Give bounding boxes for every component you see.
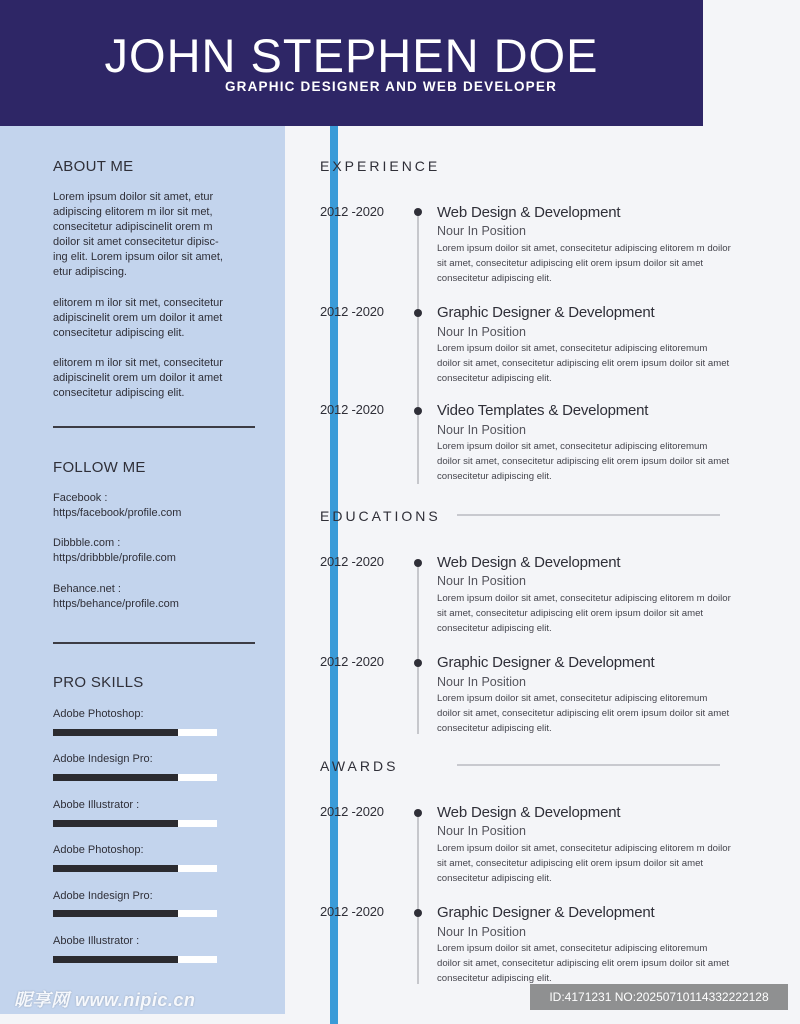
- skill-bar: [53, 774, 217, 781]
- skill-bar-fill: [53, 956, 178, 963]
- timeline-dot: [414, 309, 422, 317]
- timeline-dot: [414, 659, 422, 667]
- skill-label: Adobe Indesign Pro:: [53, 753, 153, 765]
- entry-date: 2012 -2020: [320, 304, 384, 319]
- entry-description: [437, 941, 759, 986]
- skill-label: Abobe Illustrator :: [53, 799, 140, 811]
- skill-bar: [53, 865, 217, 872]
- timeline-dot: [414, 909, 422, 917]
- entry-position: Nour In Position: [437, 675, 526, 689]
- skill-label: Abobe Illustrator :: [53, 935, 140, 947]
- entry-date: 2012 -2020: [320, 904, 384, 919]
- desc-line: consecitetur adipiscing elit.: [437, 273, 552, 284]
- follow-link[interactable]: https/behance/profile.com: [53, 598, 179, 610]
- entry-date: 2012 -2020: [320, 804, 384, 819]
- desc-line: consecitetur adipiscing elit.: [437, 623, 552, 634]
- skill-bar: [53, 729, 217, 736]
- entry-title: Graphic Designer & Development: [437, 304, 655, 321]
- entry-date: 2012 -2020: [320, 554, 384, 569]
- timeline-line: [417, 212, 419, 484]
- desc-line: sit amet, consecitetur adipiscing elit orem ipsum doilor sit amet: [437, 608, 704, 619]
- entry-title: Graphic Designer & Development: [437, 904, 655, 921]
- skill-bar-fill: [53, 865, 178, 872]
- watermark-site: 昵享网 www.nipic.cn: [14, 990, 196, 1010]
- section-divider: [457, 514, 720, 516]
- desc-line: Lorem ipsum doilor sit amet, consecitetur adipiscing elitorem m doilor: [437, 593, 731, 604]
- desc-line: doilor sit amet, consecitetur adipiscing elit orem ipsum doilor sit amet: [437, 708, 730, 719]
- follow-link[interactable]: https/dribbble/profile.com: [53, 552, 176, 564]
- divider: [53, 426, 255, 428]
- entry-position: Nour In Position: [437, 224, 526, 238]
- desc-line: sit amet, consecitetur adipiscing elit orem ipsum doilor sit amet: [437, 258, 704, 269]
- about-paragraph-1: Lorem ipsum doilor sit amet, etur adipiscing elitorem m ilor sit met, consecitetur adipiscinelit orem m doilor sit amet consecitetur dipisc-ing elit. Lorem ipsum oilor sit amet, etur adipiscing.: [53, 191, 223, 278]
- follow-label: Facebook :: [53, 492, 108, 504]
- timeline-line: [417, 812, 419, 984]
- about-paragraph-2: elitorem m ilor sit met, consecitetur adipiscinelit orem um doilor it amet consecitetur adipiscing elit.: [53, 297, 223, 339]
- timeline-dot: [414, 407, 422, 415]
- entry-position: Nour In Position: [437, 824, 526, 838]
- job-title: GRAPHIC DESIGNER AND WEB DEVELOPER: [224, 79, 558, 94]
- skill-bar: [53, 820, 217, 827]
- entry-title: Video Templates & Development: [437, 402, 649, 419]
- entry-date: 2012 -2020: [320, 402, 384, 417]
- skill-bar: [53, 956, 217, 963]
- desc-line: Lorem ipsum doilor sit amet, consecitetur adipiscing elitoremum: [437, 943, 708, 954]
- sidebar: [0, 126, 285, 1014]
- section-divider: [457, 764, 720, 766]
- follow-item-facebook: [53, 491, 181, 521]
- awards-heading: AWARDS: [320, 758, 399, 774]
- entry-description: [437, 691, 759, 736]
- experience-heading: EXPERIENCE: [320, 158, 441, 174]
- follow-label: Dibbble.com :: [53, 537, 121, 549]
- entry-position: Nour In Position: [437, 925, 526, 939]
- desc-line: doilor sit amet, consecitetur adipiscing elit orem ipsum doilor sit amet: [437, 456, 730, 467]
- desc-line: consecitetur adipiscing elit.: [437, 723, 552, 734]
- skill-bar-fill: [53, 910, 178, 917]
- entry-title: Web Design & Development: [437, 554, 621, 571]
- desc-line: doilor sit amet, consecitetur adipiscing elit orem ipsum doilor sit amet: [437, 958, 730, 969]
- desc-line: consecitetur adipiscing elit.: [437, 973, 552, 984]
- timeline-dot: [414, 208, 422, 216]
- entry-description: [437, 241, 759, 286]
- desc-line: consecitetur adipiscing elit.: [437, 373, 552, 384]
- person-name: JOHN STEPHEN DOE: [104, 29, 599, 82]
- watermark-id: ID:4171231 NO:20250710114332222128: [530, 984, 788, 1010]
- desc-line: Lorem ipsum doilor sit amet, consecitetur adipiscing elitoremum: [437, 693, 708, 704]
- entry-description: [437, 439, 759, 484]
- follow-item-dribbble: [53, 536, 176, 566]
- timeline-dot: [414, 559, 422, 567]
- desc-line: consecitetur adipiscing elit.: [437, 471, 552, 482]
- desc-line: Lorem ipsum doilor sit amet, consecitetur adipiscing elitoremum: [437, 343, 708, 354]
- skill-label: Adobe Photoshop:: [53, 708, 144, 720]
- skill-label: Adobe Photoshop:: [53, 844, 144, 856]
- about-heading: ABOUT ME: [53, 158, 134, 175]
- desc-line: Lorem ipsum doilor sit amet, consecitetur adipiscing elitorem m doilor: [437, 843, 731, 854]
- desc-line: Lorem ipsum doilor sit amet, consecitetur adipiscing elitorem m doilor: [437, 243, 731, 254]
- follow-link[interactable]: https/facebook/profile.com: [53, 507, 182, 519]
- follow-label: Behance.net :: [53, 583, 121, 595]
- header-banner: [0, 0, 703, 126]
- entry-date: 2012 -2020: [320, 204, 384, 219]
- educations-heading: EDUCATIONS: [320, 508, 441, 524]
- desc-line: Lorem ipsum doilor sit amet, consecitetur adipiscing elitoremum: [437, 441, 708, 452]
- entry-date: 2012 -2020: [320, 654, 384, 669]
- entry-description: [437, 841, 759, 886]
- entry-description: [437, 591, 759, 636]
- entry-position: Nour In Position: [437, 423, 526, 437]
- desc-line: consecitetur adipiscing elit.: [437, 873, 552, 884]
- skill-bar-fill: [53, 729, 178, 736]
- timeline-dot: [414, 809, 422, 817]
- about-paragraph-3: elitorem m ilor sit met, consecitetur adipiscinelit orem um doilor it amet consecitetur adipiscing elit.: [53, 357, 223, 399]
- skill-bar: [53, 910, 217, 917]
- accent-vertical-line: [330, 126, 338, 1024]
- skill-label: Adobe Indesign Pro:: [53, 890, 153, 902]
- skill-bar-fill: [53, 774, 178, 781]
- entry-title: Web Design & Development: [437, 804, 621, 821]
- divider: [53, 642, 255, 644]
- entry-position: Nour In Position: [437, 325, 526, 339]
- entry-position: Nour In Position: [437, 574, 526, 588]
- follow-item-behance: [53, 582, 179, 612]
- follow-heading: FOLLOW ME: [53, 459, 146, 476]
- entry-title: Graphic Designer & Development: [437, 654, 655, 671]
- desc-line: sit amet, consecitetur adipiscing elit orem ipsum doilor sit amet: [437, 858, 704, 869]
- timeline-line: [417, 562, 419, 734]
- desc-line: doilor sit amet, consecitetur adipiscing elit orem ipsum doilor sit amet: [437, 358, 730, 369]
- skill-bar-fill: [53, 820, 178, 827]
- entry-description: [437, 341, 759, 386]
- entry-title: Web Design & Development: [437, 204, 621, 221]
- skills-heading: PRO SKILLS: [53, 674, 144, 691]
